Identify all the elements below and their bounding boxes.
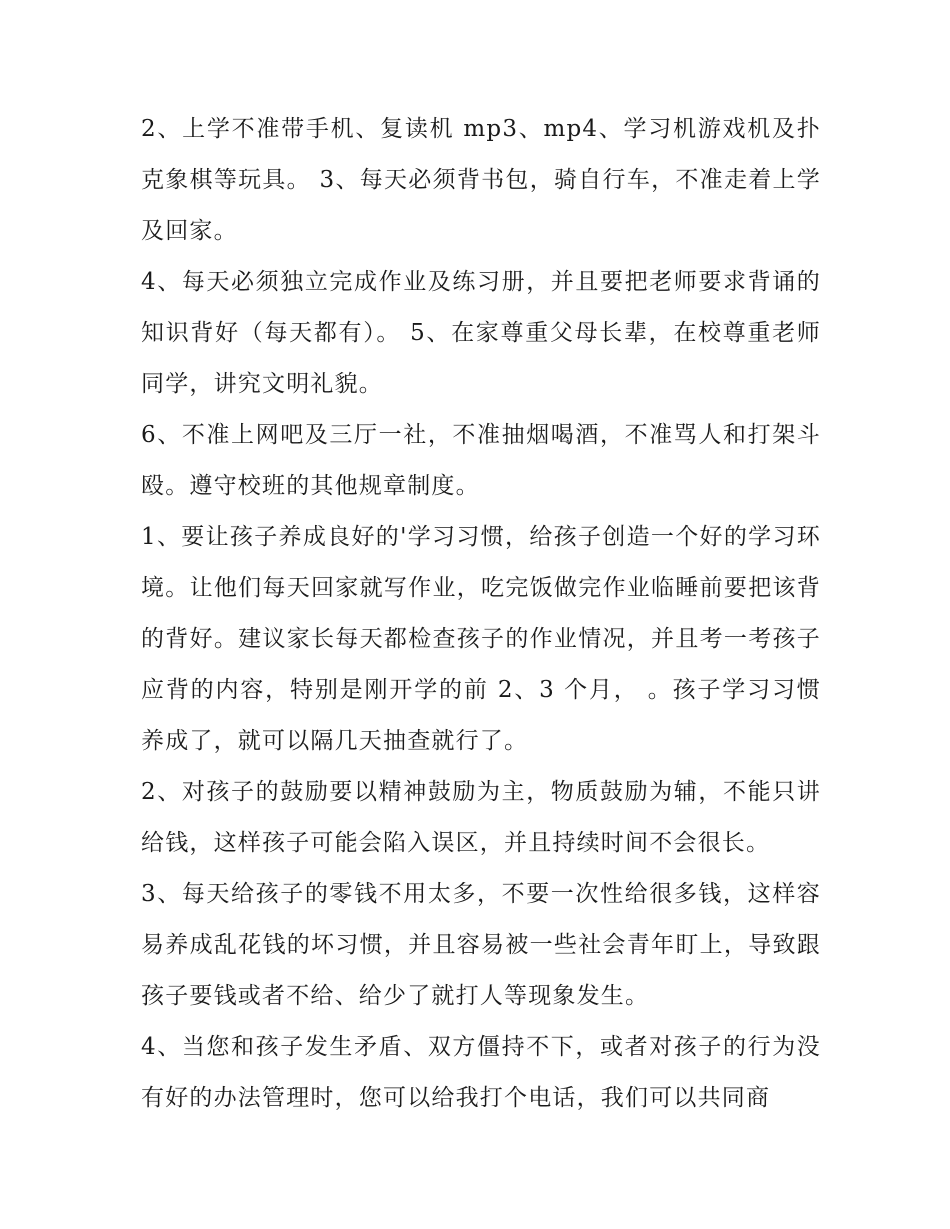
document-body	[141, 104, 821, 1124]
paragraph-advice-4: 4、当您和孩子发生矛盾、双方僵持不下，或者对孩子的行为没有好的办法管理时，您可以给我打个电话，我们可以共同商	[141, 1034, 821, 1111]
paragraph-advice-1: 1、要让孩子养成良好的'学习习惯，给孩子创造一个好的学习环境。让他们每天回家就写作业，吃完饭做完作业临睡前要把该背的背好。建议家长每天都检查孩子的作业情况，并且考一考孩子应背的内容，特别是刚开学的前 2、3 个月， 。孩子学习习惯养成了，就可以隔几天抽查就行了。	[141, 524, 821, 754]
paragraph-advice-3: 3、每天给孩子的零钱不用太多，不要一次性给很多钱，这样容易养成乱花钱的坏习惯，并且容易被一些社会青年盯上，导致跟孩子要钱或者不给、给少了就打人等现象发生。	[141, 881, 821, 1009]
paragraph-rule-6: 6、不准上网吧及三厅一社，不准抽烟喝酒，不准骂人和打架斗殴。遵守校班的其他规章制度。	[141, 422, 821, 499]
paragraph-rule-4-5: 4、每天必须独立完成作业及练习册，并且要把老师要求背诵的知识背好（每天都有）。 5、在家尊重父母长辈，在校尊重老师同学，讲究文明礼貌。	[141, 269, 821, 397]
paragraph-advice-2: 2、对孩子的鼓励要以精神鼓励为主，物质鼓励为辅，不能只讲给钱，这样孩子可能会陷入误区，并且持续时间不会很长。	[141, 779, 821, 856]
paragraph-rule-2-3: 2、上学不准带手机、复读机 mp3、mp4、学习机游戏机及扑克象棋等玩具。 3、每天必须背书包，骑自行车，不准走着上学及回家。	[141, 116, 821, 244]
